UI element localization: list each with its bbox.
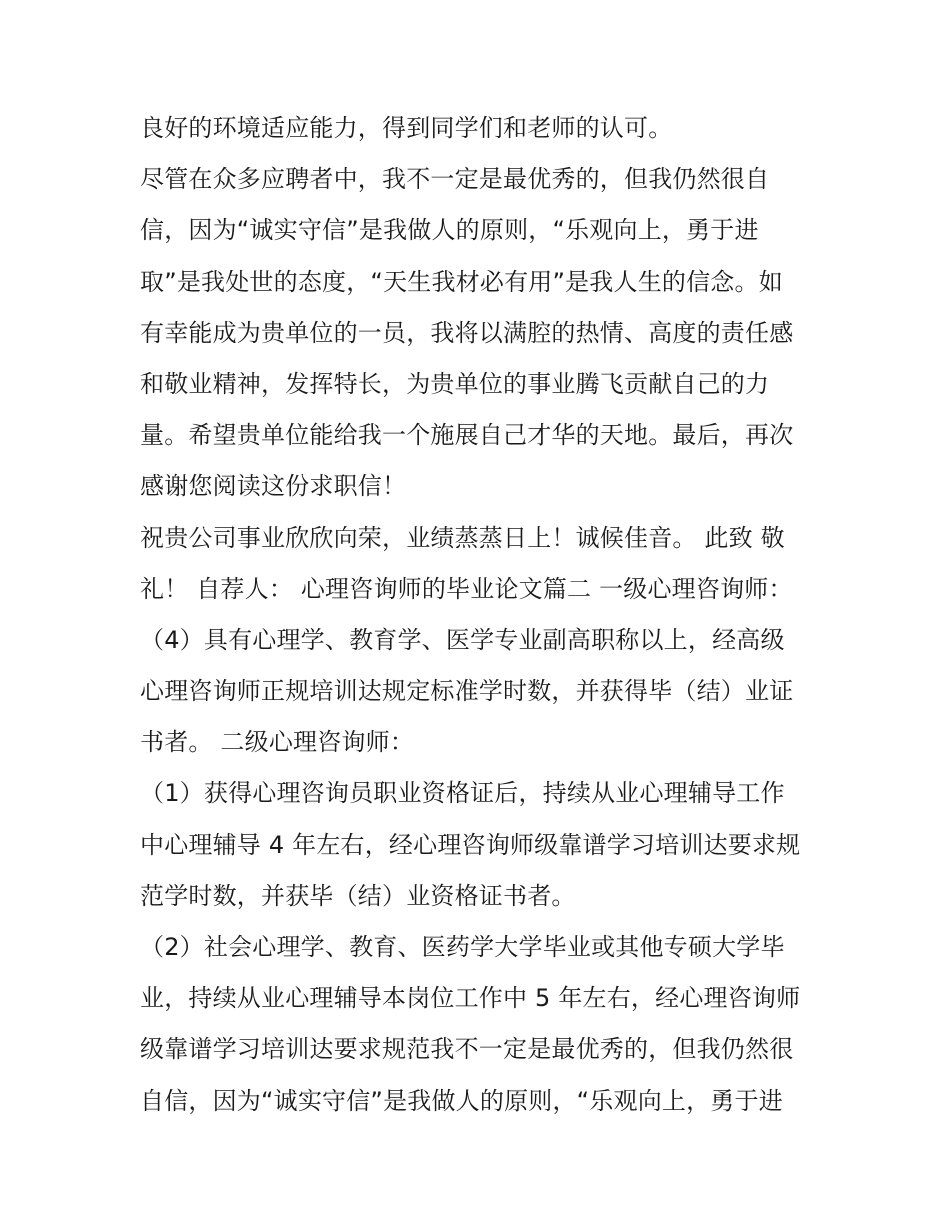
text-line: 感谢您阅读这份求职信！ — [140, 472, 407, 501]
text-line: 良好的环境适应能力，得到同学们和老师的认可。 — [140, 114, 673, 142]
text-line: 礼！ 自荐人： 心理咨询师的毕业论文篇二 一级心理咨询师： — [140, 574, 793, 603]
text-line: （1）获得心理咨询员职业资格证后，持续从业心理辅导工作 — [140, 779, 785, 808]
text-line: 级靠谱学习培训达要求规范我不一定是最优秀的，但我仍然很 — [140, 1035, 794, 1064]
text-line: （2）社会心理学、教育、医药学大学毕业或其他专硕大学毕 — [140, 933, 785, 961]
text-line: 心理咨询师正规培训达规定标准学时数，并获得毕（结）业证 — [140, 677, 794, 706]
body-text — [140, 103, 820, 1127]
text-line: 取”是我处世的态度，“天生我材必有用”是我人生的信念。如 — [140, 267, 783, 296]
text-line: 和敬业精神，发挥特长，为贵单位的事业腾飞贡献自己的力 — [140, 369, 770, 398]
text-line: （4）具有心理学、教育学、医学专业副高职称以上，经高级 — [140, 625, 785, 654]
text-line: 书者。 二级心理咨询师： — [140, 728, 415, 757]
text-line: 中心理辅导 4 年左右，经心理咨询师级靠谱学习培训达要求规 — [140, 830, 801, 859]
text-line: 有幸能成为贵单位的一员，我将以满腔的热情、高度的责任感 — [140, 318, 794, 347]
text-line: 尽管在众多应聘者中，我不一定是最优秀的，但我仍然很自 — [140, 165, 770, 194]
text-line: 范学时数，并获毕（结）业资格证书者。 — [140, 881, 576, 910]
text-line: 祝贵公司事业欣欣向荣，业绩蒸蒸日上！诚候佳音。 此致 敬 — [140, 523, 785, 552]
text-line: 信，因为“诚实守信”是我做人的原则，“乐观向上，勇于进 — [140, 216, 759, 245]
text-line: 量。希望贵单位能给我一个施展自己才华的天地。最后，再次 — [140, 421, 794, 450]
text-line: 自信，因为“诚实守信”是我做人的原则，“乐观向上，勇于进 — [140, 1086, 783, 1115]
text-line: 业，持续从业心理辅导本岗位工作中 5 年左右，经心理咨询师 — [140, 984, 801, 1013]
